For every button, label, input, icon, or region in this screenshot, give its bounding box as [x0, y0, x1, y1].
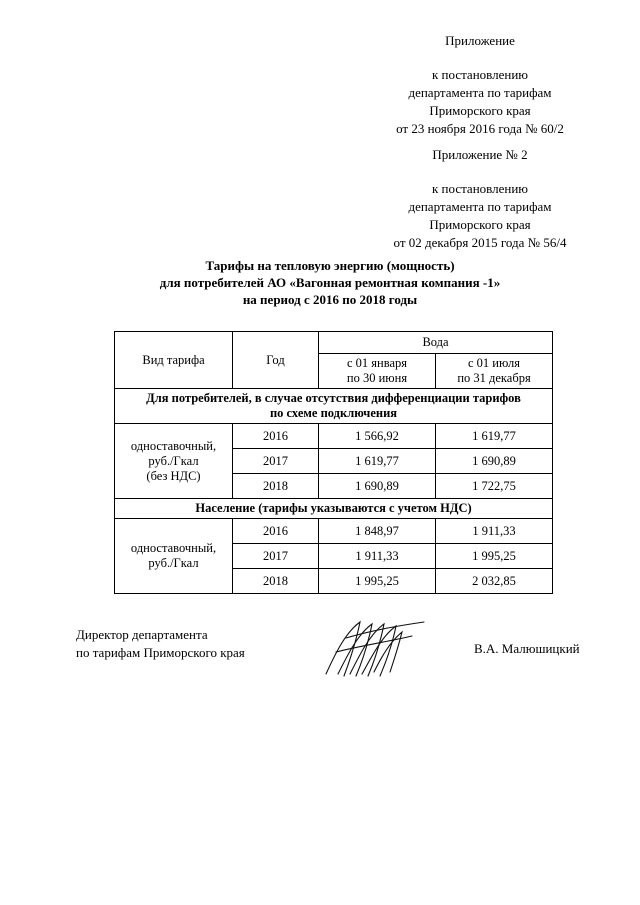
appendix-title: Приложение № 2 [432, 147, 528, 162]
tariff-type-line: руб./Гкал [148, 453, 199, 468]
section-row [115, 499, 553, 519]
signatory-position [76, 626, 245, 662]
tariff-type-line: руб./Гкал [148, 556, 199, 570]
section-title-population: Население (тарифы указываются с учетом НДС) [115, 499, 553, 519]
period-line: по 31 декабря [457, 371, 531, 385]
position-line: по тарифам Приморского края [76, 645, 245, 660]
appendix-line: департамента по тарифам [408, 85, 552, 100]
appendix-block-original [360, 146, 600, 252]
year-cell: 2016 [233, 519, 319, 544]
section-line: по схеме подключения [269, 406, 398, 420]
heading-line: Тарифы на тепловую энергию (мощность) [205, 258, 455, 273]
period-line: с 01 июля [468, 356, 521, 370]
value-cell: 1 995,25 [319, 569, 436, 594]
appendix-line: Приморского края [429, 103, 531, 118]
table-header-row [115, 332, 553, 354]
value-cell: 1 848,97 [319, 519, 436, 544]
value-cell: 1 995,25 [436, 544, 553, 569]
year-cell: 2017 [233, 449, 319, 474]
heading-line: для потребителей АО «Вагонная ремонтная компания -1» [159, 275, 501, 290]
appendix-line: департамента по тарифам [408, 199, 552, 214]
appendix-line: Приморского края [429, 217, 531, 232]
year-cell: 2017 [233, 544, 319, 569]
appendix-title: Приложение [445, 33, 515, 48]
section-title-general [115, 389, 553, 424]
appendix-block-current [360, 32, 600, 138]
period-line: по 30 июня [346, 371, 408, 385]
header-water: Вода [319, 332, 553, 354]
tariff-table [114, 331, 553, 594]
value-cell: 1 911,33 [319, 544, 436, 569]
signatory-name: В.А. Малюшицкий [474, 641, 580, 656]
value-cell: 1 619,77 [319, 449, 436, 474]
tariff-type-cell [115, 519, 233, 594]
appendix-line: от 23 ноября 2016 года № 60/2 [396, 121, 564, 136]
appendix-line: к постановлению [431, 67, 529, 82]
value-cell: 1 722,75 [436, 474, 553, 499]
tariff-type-line: одноставочный, [130, 541, 217, 555]
table-row [115, 519, 553, 544]
value-cell: 1 690,89 [319, 474, 436, 499]
header-tariff-type: Вид тарифа [115, 332, 233, 389]
position-line: Директор департамента [76, 627, 208, 642]
section-line: Для потребителей, в случае отсутствия дифференциации тарифов [146, 391, 521, 405]
year-cell: 2016 [233, 424, 319, 449]
section-row [115, 389, 553, 424]
header-period-1 [319, 354, 436, 389]
value-cell: 1 911,33 [436, 519, 553, 544]
value-cell: 2 032,85 [436, 569, 553, 594]
header-year: Год [233, 332, 319, 389]
handwritten-signature [316, 612, 436, 682]
value-cell: 1 566,92 [319, 424, 436, 449]
document-heading [40, 257, 620, 308]
year-cell: 2018 [233, 569, 319, 594]
appendix-line: от 02 декабря 2015 года № 56/4 [393, 235, 567, 250]
value-cell: 1 619,77 [436, 424, 553, 449]
appendix-line: к постановлению [431, 181, 529, 196]
period-line: с 01 января [346, 356, 408, 370]
tariff-type-cell [115, 424, 233, 499]
year-cell: 2018 [233, 474, 319, 499]
header-period-2 [436, 354, 553, 389]
tariff-type-line: одноставочный, [130, 438, 217, 453]
value-cell: 1 690,89 [436, 449, 553, 474]
heading-line: на период с 2016 по 2018 годы [242, 292, 418, 307]
tariff-type-line: (без НДС) [146, 468, 201, 483]
table-row [115, 424, 553, 449]
